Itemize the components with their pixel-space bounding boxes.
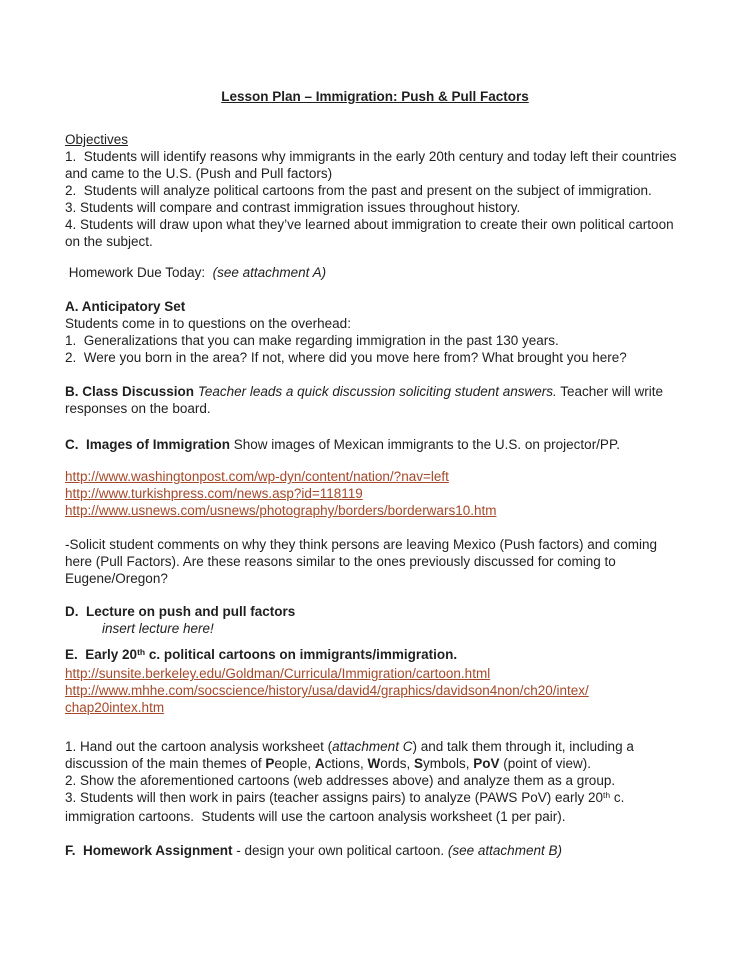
page-title — [65, 88, 685, 105]
objectives-heading-text: Objectives — [65, 132, 129, 147]
step-1-pov: PoV — [473, 756, 500, 771]
section-a — [65, 298, 685, 366]
link-berkeley-goldman[interactable]: http://sunsite.berkeley.edu/Goldman/Curricula/Immigration/cartoon.html — [65, 666, 491, 681]
step-1-actions: ctions, — [324, 756, 368, 771]
section-a-intro: Students come in to questions on the overhead: — [65, 316, 351, 331]
section-b-paragraph — [65, 383, 685, 417]
section-a-question: 1. Generalizations that you can make regarding immigration in the past 130 years. — [65, 333, 559, 348]
step-1-s: S — [413, 756, 423, 771]
section-a-heading-text: A. Anticipatory Set — [65, 299, 186, 314]
section-e-heading-superscript: th — [137, 647, 146, 657]
link-line — [65, 665, 685, 682]
section-e-heading — [65, 646, 685, 665]
link-turkishpress[interactable]: http://www.turkishpress.com/news.asp?id=118119 — [65, 486, 363, 501]
section-a-heading — [65, 298, 685, 315]
section-c-heading-text: C. Images of Immigration — [65, 437, 231, 452]
section-b-rest-text: Teacher will write responses on the board. — [65, 384, 667, 416]
step-1-people: eople, — [274, 756, 315, 771]
step-3-pre: 3. Students will then work in pairs (teacher assigns pairs) to analyze (PAWS PoV) early 20 — [65, 790, 603, 805]
objective-item: 4. Students will draw upon what they’ve learned about immigration to create their own political cartoon on the subject. — [65, 217, 678, 249]
section-b-italic-text: Teacher leads a quick discussion soliciting student answers. — [197, 384, 557, 399]
procedure-steps — [65, 738, 685, 825]
link-washingtonpost[interactable]: http://www.washingtonpost.com/wp-dyn/content/nation/?nav=left — [65, 469, 449, 484]
section-d — [65, 603, 685, 637]
step-1-a: A — [314, 756, 325, 771]
objective-item: 2. Students will analyze political cartoons from the past and present on the subject of immigration. — [65, 183, 652, 198]
section-a-question: 2. Were you born in the area? If not, where did you move here from? What brought you here? — [65, 350, 627, 365]
section-b-heading-text: B. Class Discussion — [65, 384, 198, 399]
step-1-symbols: ymbols, — [422, 756, 474, 771]
section-f-paragraph — [65, 842, 685, 859]
step-1-end: (point of view). — [499, 756, 592, 771]
step-3-superscript: th — [602, 790, 611, 800]
section-c-paragraph — [65, 436, 685, 453]
section-f-note: (see attachment B) — [447, 843, 562, 858]
link-line — [65, 485, 685, 502]
step-3 — [65, 789, 685, 825]
step-1 — [65, 738, 685, 772]
link-line — [65, 502, 685, 519]
objective-item: 1. Students will identify reasons why immigrants in the early 20th century and today left their countries and came to the U.S. (Push and Pull factors) — [65, 149, 681, 181]
section-e-heading-pre: E. Early 20 — [65, 647, 138, 662]
step-3-post: c. immigration cartoons. Students will use the cartoon analysis worksheet (1 per pair). — [65, 790, 629, 824]
link-line — [65, 699, 685, 716]
step-1-pre: 1. Hand out the cartoon analysis worksheet ( — [65, 739, 333, 754]
objective-item: 3. Students will compare and contrast immigration issues throughout history. — [65, 200, 521, 215]
objectives-section — [65, 131, 685, 250]
link-usnews[interactable]: http://www.usnews.com/usnews/photography/borders/borderwars10.htm — [65, 503, 497, 518]
page-title-text: Lesson Plan – Immigration: Push & Pull Factors — [221, 89, 529, 104]
step-2: 2. Show the aforementioned cartoons (web addresses above) and analyze them as a group. — [65, 773, 616, 788]
link-line — [65, 682, 685, 699]
step-1-p: P — [265, 756, 275, 771]
homework-due-label: Homework Due Today: — [65, 265, 213, 280]
step-1-mid: ) and talk them through it, including a discussion of the main themes of — [65, 739, 638, 771]
link-line — [65, 468, 685, 485]
section-f-heading-text: F. Homework Assignment — [65, 843, 233, 858]
objectives-heading — [65, 131, 685, 148]
link-mhhe-line2[interactable]: chap20intex.htm — [65, 700, 165, 715]
homework-due-line — [65, 264, 685, 281]
image-links-list — [65, 468, 685, 519]
section-f-rest-text: - design your own political cartoon. — [232, 843, 448, 858]
insert-lecture-note: insert lecture here! — [102, 621, 214, 636]
section-e-heading-post: c. political cartoons on immigrants/immigration. — [145, 647, 458, 662]
step-1-w: W — [367, 756, 381, 771]
solicit-paragraph: -Solicit student comments on why they think persons are leaving Mexico (Push factors) and coming here (Pull Factors). Are these reasons similar to the ones previously discussed for coming to Eugene/Oregon? — [65, 537, 661, 586]
section-c-rest-text: Show images of Mexican immigrants to the U.S. on projector/PP. — [230, 437, 620, 452]
step-1-words: ords, — [380, 756, 414, 771]
step-1-attachment: attachment C — [332, 739, 413, 754]
homework-due-note: (see attachment A) — [212, 265, 327, 280]
section-d-heading-text: D. Lecture on push and pull factors — [65, 604, 296, 619]
link-mhhe-line1[interactable]: http://www.mhhe.com/socscience/history/usa/david4/graphics/davidson4non/ch20/intex/ — [65, 683, 589, 698]
section-e — [65, 646, 685, 716]
section-d-heading — [65, 603, 685, 620]
